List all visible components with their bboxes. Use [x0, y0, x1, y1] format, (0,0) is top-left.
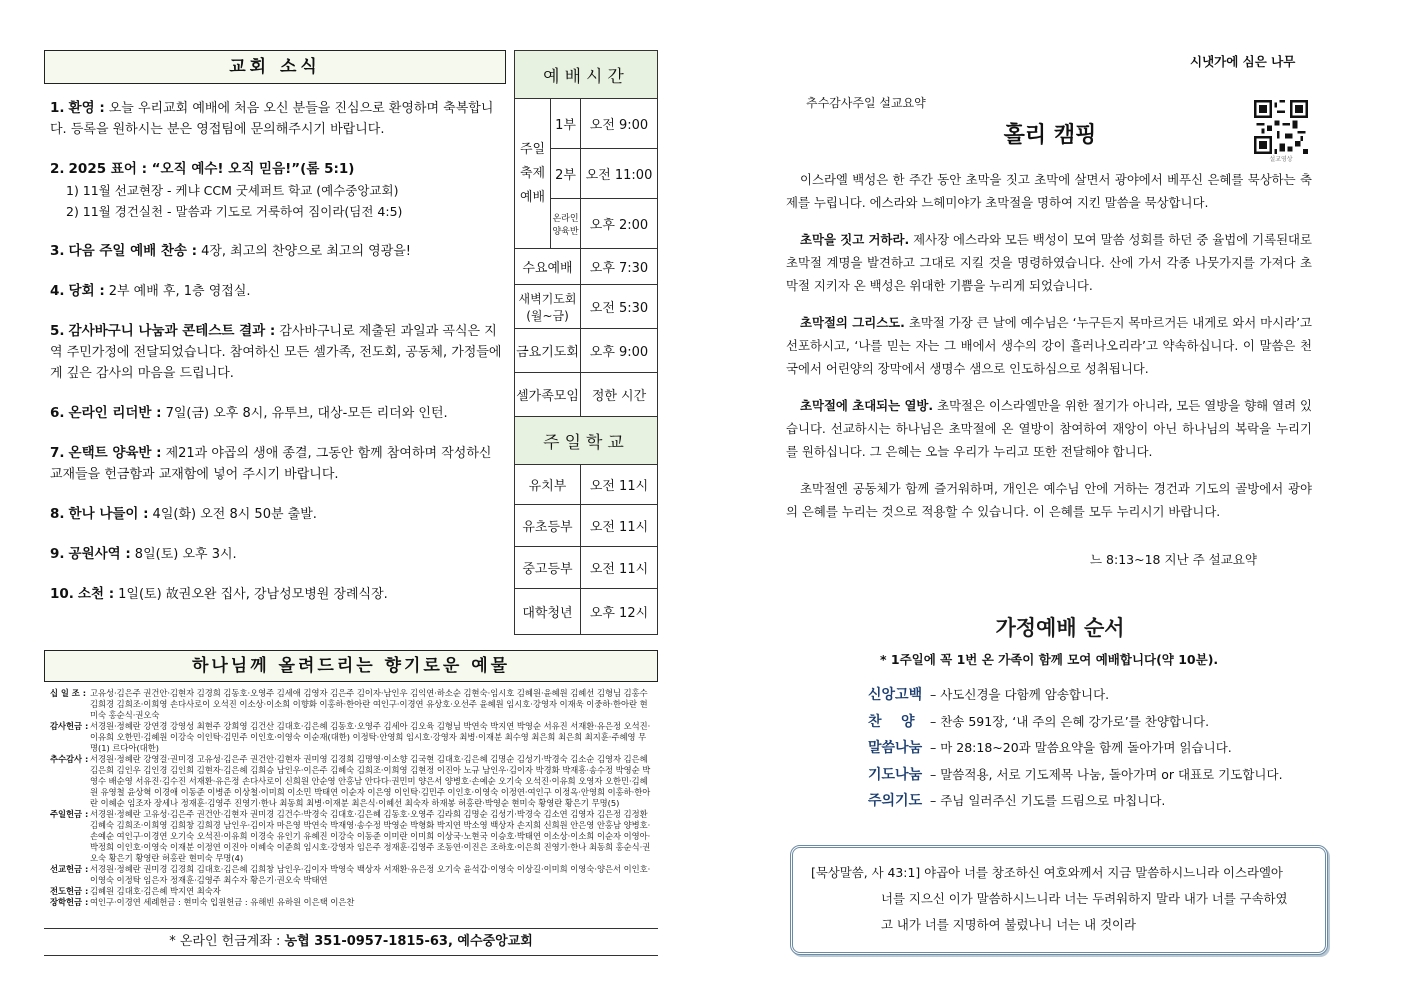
news-item-body: 감사바구니로 제출된 과일과 곡식은 지역 주민가정에 전달되었습니다. 참여하신 모든 셀가족, 전도회, 공동체, 가정들에게 깊은 감사의 마음을 드립니다.	[50, 324, 502, 381]
news-item-head: 4.	[50, 283, 65, 299]
news-item-head: 10.	[50, 586, 74, 602]
offering-label: 주일헌금 :	[50, 809, 89, 819]
news-item-head: 1.	[50, 100, 65, 116]
step-key: 신앙고백	[868, 687, 923, 703]
news-item-head: 다음 주일 예배 찬송 :	[68, 243, 198, 259]
family-worship-title: 가정예배 순서	[995, 616, 1125, 640]
sermon-paragraph-text: 초막절은 이스라엘만을 위한 절기가 아니라, 모든 열방을 향해 열려 있습니다. 선교하시는 하나님은 초막절에 온 열방이 참여하여 재앙이 아닌 하나님의 복락을 누리기를 원하십니다. 그 은혜는 오늘 우리가 누리고 또한 전달해야 합니다.	[786, 398, 1313, 459]
step-key: 기도나눔	[868, 766, 923, 783]
bank-account	[44, 928, 658, 956]
offering-list	[50, 688, 654, 908]
family-worship-steps	[868, 682, 1283, 815]
church-news	[44, 50, 506, 624]
verse-line: 고 내가 너를 지명하여 불렀나니 너는 내 것이라	[881, 917, 1136, 932]
schedule-title: 예배시간	[515, 51, 658, 99]
sched-name: 유치부	[515, 465, 581, 505]
sermon-paragraph	[786, 311, 1312, 380]
offering-row	[50, 897, 654, 908]
offering-label: 선교헌금 :	[50, 864, 89, 874]
news-item	[50, 281, 506, 302]
sermon-paragraph-text: 이스라엘 백성은 한 주간 동안 초막을 짓고 초막에 살면서 광야에서 베푸신 은혜를 묵상하는 축제를 누립니다. 에스라와 느헤미야가 초막절을 명하여 지킨 말씀을 묵상합니다.	[786, 172, 1312, 210]
news-item-body: 8일(토) 오후 3시.	[134, 547, 237, 562]
sched-time: 오전 11시	[581, 505, 658, 547]
news-list	[44, 98, 506, 605]
news-item	[50, 403, 506, 424]
offering-names: 서경원·정혜란 권미경 김경희 김대호·김은혜 김희창 남인우·김이자 박영숙 백상자 서재환·유은정 오기숙 윤석갑·이영숙 이상길·이미희 이영숙·양은서 이인호·이영숙 이정탁 임은자 정재훈·김영주 최수자 황은기·권오숙 박태연	[90, 864, 651, 885]
verse-reference: [묵상말씀, 사 43:1]	[811, 865, 921, 880]
sunday-school-title: 주일학교	[515, 417, 658, 465]
sched-time: 오후 12시	[581, 589, 658, 635]
sermon-paragraph	[786, 168, 1312, 214]
sched-time: 오후 9:00	[581, 329, 658, 373]
news-item-head: 소천 :	[77, 586, 115, 602]
bulletin-name: 시냇가에 심은 나무	[1190, 54, 1296, 69]
sermon-paragraph	[786, 394, 1312, 463]
offering-row	[50, 754, 654, 809]
news-item-body: 1일(토) 故권오완 집사, 강남성모병원 장례식장.	[118, 587, 388, 602]
news-item-head: 8.	[50, 506, 65, 522]
sermon-paragraph	[786, 228, 1312, 297]
sched-name: 2부	[551, 149, 581, 199]
step-key: 찬 양	[868, 713, 915, 730]
news-item-head: 9.	[50, 546, 65, 562]
sched-name: 금요기도회	[515, 329, 581, 373]
offering-label: 추수감사 :	[50, 754, 89, 764]
offering-names: 서경원·정혜란 강영걸·권미경 고유성·김은주 권건안·김현자 권미영 김경희 김명영·이소향 김국현 김대호·김은혜 김명순 김성기·박경숙 김소순 김영자 김은혜 김은희 김인우 김인경 김인희 김현자·김은혜 김희승 남인우·이은주 김혜숙 김희조·이희영 김현정 이진아 노규 남인우·김이자 박경화 박재흥·송수정 박영순 박영수 배순영 서유진·김수진 서재환·유은정 손다사로이 신희원 안순영 안홍남 안다다·권민미 양은서 양병호·손예순 오기숙 오석진·이유희 오영자 오한민·김혜원 유영철 윤상혁 이경애 이동준 이병준 이상철·이미희 이소민 박태연 이순자 이은영 이인탁·김민주 이인호·이영숙 이정연·여인구 이정옥·안영희 이홍하·한아란 이혜순 임조자 장세나 정재훈·김영주 진영기·한나 최동희 최병·이재분 최은식·이혜선 최숙자 하재봉 허홍란·박영순 현미숙 황영란 황은기 무명(5)	[90, 754, 651, 808]
family-worship-step	[868, 709, 1283, 736]
news-item-body: 4일(화) 오전 8시 50분 출발.	[152, 507, 317, 522]
sched-name: 셀가족모임	[515, 373, 581, 417]
sched-time: 오전 11:00	[581, 149, 658, 199]
news-item	[50, 321, 506, 384]
sched-name: 유초등부	[515, 505, 581, 547]
sermon-paragraph-head: 초막절에 초대되는 열방.	[800, 398, 934, 413]
family-worship-step	[868, 735, 1283, 762]
news-item-head: 온택트 양육반 :	[68, 445, 162, 461]
step-text: – 말씀적용, 서로 기도제목 나눔, 돌아가며 or 대표로 기도합니다.	[930, 766, 1283, 782]
sched-time: 오전 11시	[581, 465, 658, 505]
family-worship-note: * 1주일에 꼭 1번 온 가족이 함께 모여 예배합니다(약 10분).	[880, 652, 1219, 667]
news-item	[50, 443, 506, 485]
news-item-head: 2.	[50, 161, 65, 177]
sched-name: 수요예배	[515, 249, 581, 285]
offering-label: 십 일 조 :	[50, 688, 87, 698]
sched-time: 오전 9:00	[581, 99, 658, 149]
news-item-head: 6.	[50, 405, 65, 421]
sermon-paragraph-head: 초막을 짓고 거하라.	[800, 232, 910, 247]
news-sub-item: 1) 11월 선교현장 - 케냐 CCM 굿셰퍼트 학교 (예수중앙교회)	[66, 183, 399, 198]
family-worship-step	[868, 682, 1283, 709]
news-item-body: 2부 예배 후, 1층 영접실.	[108, 284, 251, 299]
news-item-body: 7일(금) 오후 8시, 유투브, 대상-모든 리더와 인턴.	[165, 406, 448, 421]
verse-line: 야곱아 너를 창조하신 여호와께서 지금 말씀하시느니라 이스라엘아	[924, 865, 1283, 880]
step-key: 말씀나눔	[868, 740, 923, 756]
news-item-head: 3.	[50, 243, 65, 259]
sched-time: 정한 시간	[581, 373, 658, 417]
news-item-head: 감사바구니 나눔과 콘테스트 결과 :	[68, 323, 276, 339]
sched-name: 새벽기도회 (월~금)	[515, 285, 581, 329]
news-item-head: 한나 나들이 :	[68, 506, 149, 522]
news-item-head: 당회 :	[68, 283, 105, 299]
news-item-head: 공원사역 :	[68, 546, 131, 562]
news-sub-item: 2) 11월 경건실천 - 말씀과 기도로 거룩하여 짐이라(딤전 4:5)	[66, 204, 403, 219]
offering-label: 장학헌금 :	[50, 897, 89, 907]
sunday-label: 주일 축제 예배	[515, 99, 551, 249]
family-worship-step	[868, 788, 1283, 815]
offering-row	[50, 864, 654, 886]
news-item-head: 2025 표어 : “오직 예수! 오직 믿음!”(롬 5:1)	[68, 161, 355, 177]
bank-number: 농협 351-0957-1815-63, 예수중앙교회	[284, 934, 533, 949]
sermon-paragraph-text: 초막절엔 공동체가 함께 즐거워하며, 개인은 예수님 안에 거하는 경건과 기도의 골방에서 광야의 은혜를 누리는 것으로 적용할 수 있습니다. 이 은혜를 모두 누리시기 바랍니다.	[786, 481, 1312, 519]
sched-time: 오전 5:30	[581, 285, 658, 329]
sched-name: 온라인 양육반	[551, 199, 581, 249]
step-text: – 사도신경을 다함께 암송합니다.	[930, 687, 1110, 702]
offering-row	[50, 886, 654, 897]
sermon-title: 홀리 캠핑	[1003, 123, 1097, 148]
qr-code-icon[interactable]	[1254, 100, 1308, 154]
step-text: – 주님 일러주신 기도를 드림으로 마칩니다.	[930, 793, 1166, 808]
offering-names: 서경원·정혜란 강연경 강영성 최현주 강희영 김건산 김대호·김은혜 김동호·오영주 김세아 김오육 김형님 박연숙 박지연 박영순 서유진 서재환·유은정 오석진·이유희 오한민·김혜원 이강숙 이인탁·김민주 이인호·이영숙 이순재(대한) 이정탁·안영희 임시호·강영자 최병·이재분 최수영 최은희 최은희 최지훈·주혜영 무명(1) 르다아(대한)	[90, 721, 651, 753]
offering-label: 전도헌금 :	[50, 886, 89, 896]
sched-time: 오전 11시	[581, 547, 658, 589]
step-text: – 마 28:18~20과 말씀요약을 함께 돌아가며 읽습니다.	[930, 740, 1232, 755]
offering-row	[50, 721, 654, 754]
news-item-body: 4장, 최고의 찬양으로 최고의 영광을!	[201, 244, 412, 259]
news-item	[50, 159, 506, 222]
sched-name: 중고등부	[515, 547, 581, 589]
sermon-paragraph-text: 제사장 에스라와 모든 백성이 모여 말씀 성회를 하던 중 율법에 기록된대로 초막절 계명을 발견하고 그대로 지킬 것을 명령하였습니다. 산에 가서 각종 나뭇가지를 가져다 초막절 지키자 온 백성은 위대한 기쁨을 누리게 되었습니다.	[786, 232, 1312, 293]
sermon-body	[786, 168, 1312, 537]
offering-names: 김혜원 김대호·김은혜 박지연 최숙자	[90, 886, 221, 896]
news-item-head: 7.	[50, 445, 65, 461]
sermon-paragraph-head: 초막절의 그리스도.	[800, 315, 905, 330]
bank-label: * 온라인 헌금계좌 :	[169, 934, 281, 949]
sched-time: 오후 2:00	[581, 199, 658, 249]
offering-names: 서경원·정혜란 고유성·김은주 권건안·김현자 권미경 김건수·박경숙 김대호·김은혜 김동호·오영주 김라희 김명순 김성기·박경숙 김소연 김영자 김은정 김정환 김혜숙 김희조·이희영 김희창 김희경 남인우·김이자 마은영 박연숙 박재영·송수정 박영순 박형화 박지연 박소영 백상자 손지희 신희원 안은영 안홍남 양병호·손예순 여인구·이경연 오기숙 오석진·이유희 이경숙 유인기 유혜진 이강숙 이동준 이미란 이미희 이상국·노현국 이승호·박태연 이소상·이소희 이순자 이영아·박정희 이인호·이영숙 이재분 이정연 이진아 이혜숙 이준희 임시호·강영자 임은주 정재훈·김영주 조동연·이진은 조하호·이은희 진영기·한나 최동희 홍순식·권오숙 황은기 황영란 허홍란 현미숙 무명(4)	[90, 809, 651, 863]
news-item-body: 오늘 우리교회 예배에 처음 오신 분들을 진심으로 환영하며 축복합니다. 등록을 원하시는 분은 영접팀에 문의해주시기 바랍니다.	[50, 101, 494, 137]
sched-time: 오후 7:30	[581, 249, 658, 285]
step-key: 주의기도	[868, 793, 923, 809]
news-item-head: 온라인 리더반 :	[68, 405, 162, 421]
news-item	[50, 504, 506, 525]
news-item-head: 환영 :	[68, 100, 105, 116]
sermon-paragraph-text: 초막절 가장 큰 날에 예수님은 ‘누구든지 목마르거든 내게로 와서 마시라’고 선포하시고, ‘나를 믿는 자는 그 배에서 생수의 강이 흘러나오리라’고 약속하십니다. 이 말씀은 천국에서 어린양의 장막에서 생명수 샘으로 인도하심으로 성취됩니다.	[786, 315, 1312, 376]
sched-name: 1부	[551, 99, 581, 149]
family-worship-step	[868, 762, 1283, 789]
news-item	[50, 98, 506, 140]
step-text: – 찬송 591장, ‘내 주의 은혜 강가로’를 찬양합니다.	[930, 713, 1210, 729]
meditation-verse-box	[790, 845, 1328, 955]
verse-line: 너를 지으신 이가 말씀하시느니라 너는 두려워하지 말라 내가 너를 구속하였	[881, 891, 1288, 906]
offering-names: 여인구·이경연 세례헌금 : 현미숙 입원헌금 : 유해빈 유하원 이은택 이은찬	[90, 897, 355, 907]
sermon-paragraph	[786, 477, 1312, 523]
news-item-body: 제21과 야곱의 생애 종결, 그동안 함께 참여하며 작성하신 교재들을 헌금함과 교재함에 넣어 주시기 바랍니다.	[50, 446, 492, 482]
offering-title: 하나님께 올려드리는 향기로운 예물	[44, 650, 658, 682]
news-title: 교회 소식	[44, 50, 506, 84]
news-item	[50, 584, 506, 605]
sermon-reference: 느 8:13~18 지난 주 설교요약	[1090, 552, 1257, 567]
offering-row	[50, 688, 654, 721]
news-item-head: 5.	[50, 323, 65, 339]
sermon-subtitle: 추수감사주일 설교요약	[806, 96, 926, 110]
offering-row	[50, 809, 654, 864]
offering-label: 감사헌금 :	[50, 721, 89, 731]
sched-name: 대학청년	[515, 589, 581, 635]
worship-schedule	[514, 50, 658, 635]
qr-caption: 설교영상	[1269, 156, 1293, 163]
offering-names: 고유성·김은주 권건안·김현자 김경희 김동호·오영주 김세애 김영자 김은주 김이자·남인우 김익연·하소순 김현숙·임시호 김혜원·윤혜원 김혜선 김형님 김홍수 김희경 김희조·이희영 손다사로이 오석진 이소상·이소희 이향화 이홍하·한아란 여인구·이경연 유상호·오선주 윤혜원 임시호·강영자 이재욱 이중하·한아란 현미숙 홍순식·권오숙	[90, 688, 648, 720]
news-item	[50, 241, 506, 262]
news-item	[50, 544, 506, 565]
